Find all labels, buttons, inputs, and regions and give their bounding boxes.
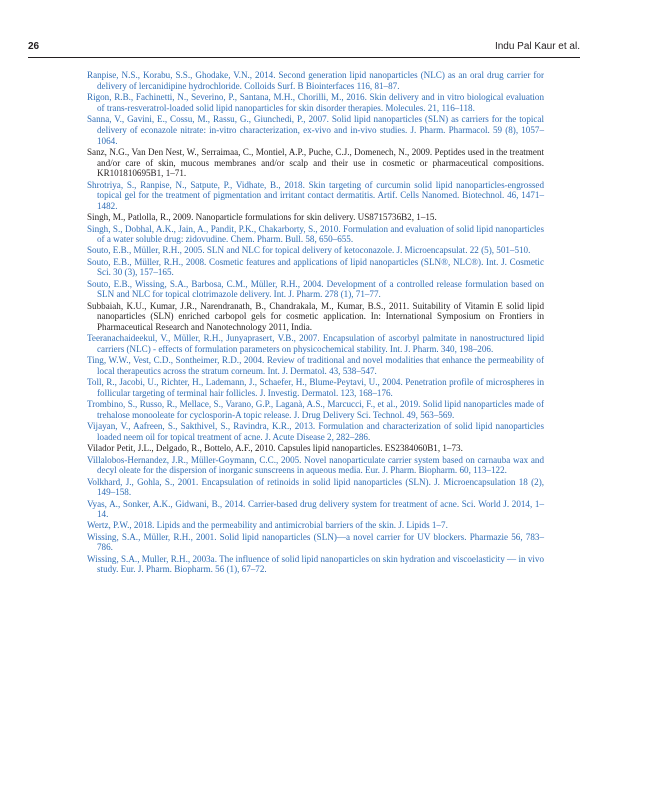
page-number: 26 [28, 41, 40, 52]
reference-item: Shrotriya, S., Ranpise, N., Satpute, P., Vidhate, B., 2018. Skin targeting of curcumin solid lipid nanoparticles-engrossed topical gel for the treatment of pigmentation and irritant contact dermatitis. Artif. Cells Nanomed. Biotechnol. 46, 1471–1482. [87, 179, 544, 212]
reference-item: Villalobos-Hernandez, J.R., Müller-Goymann, C.C., 2005. Novel nanoparticulate carrier system based on carnauba wax and decyl oleate for the dispersion of inorganic sunscreens in aqueous media. Eur. J. Pharm. Biopharm. 60, 113–122. [87, 454, 544, 476]
reference-item: Wissing, S.A., Müller, R.H., 2001. Solid lipid nanoparticles (SLN)—a novel carrier for UV blockers. Pharmazie 56, 783–786. [87, 531, 544, 553]
reference-item: Vilador Petit, J.L., Delgado, R., Bottelo, A.F., 2010. Capsules lipid nanoparticles. ES2384060B1, 1–73. [87, 443, 463, 454]
reference-item: Vyas, A., Sonker, A.K., Gidwani, B., 2014. Carrier-based drug delivery system for treatment of acne. Sci. World J. 2014, 1–14. [87, 498, 544, 520]
reference-item: Souto, E.B., Müller, R.H., 2005. SLN and NLC for topical delivery of ketoconazole. J. Microencapsulat. 22 (5), 501–510. [87, 245, 531, 256]
header-rule [28, 57, 580, 58]
reference-item: Rigon, R.B., Fachinetti, N., Severino, P., Santana, M.H., Chorilli, M., 2016. Skin delivery and in vitro biological evaluation of trans-resveratrol-loaded solid lipid nanoparticles for skin disorder therapies. Molecules. 21, 116–118. [87, 91, 544, 113]
reference-item: Singh, M., Patlolla, R., 2009. Nanoparticle formulations for skin delivery. US8715736B2, 1–15. [87, 212, 437, 223]
reference-item: Wissing, S.A., Muller, R.H., 2003a. The influence of solid lipid nanoparticles on skin hydration and viscoelasticity — in vivo study. Eur. J. Pharm. Biopharm. 56 (1), 67–72. [87, 553, 544, 575]
reference-item: Volkhard, J., Gohla, S., 2001. Encapsulation of retinoids in solid lipid nanoparticles (SLN). J. Microencapsulation 18 (2), 149–158. [87, 476, 544, 498]
reference-item: Souto, E.B., Wissing, S.A., Barbosa, C.M., Müller, R.H., 2004. Development of a controlled release formulation based on SLN and NLC for topical clotrimazole delivery. Int. J. Pharm. 278 (1), 71–77. [87, 278, 544, 300]
reference-list [87, 70, 544, 576]
running-head: Indu Pal Kaur et al. [494, 41, 580, 52]
reference-item: Sanna, V., Gavini, E., Cossu, M., Rassu, G., Giunchedi, P., 2007. Solid lipid nanoparticles (SLN) as carriers for the topical delivery of econazole nitrate: in-vitro characterization, ex-vivo and in-vivo studies. J. Pharm. Pharmacol. 59 (8), 1057–1064. [87, 113, 544, 146]
page-header [28, 41, 580, 55]
reference-item: Singh, S., Dobhal, A.K., Jain, A., Pandit, P.K., Chakarborty, S., 2010. Formulation and evaluation of solid lipid nanoparticles of a water soluble drug: zidovudine. Chem. Pharm. Bull. 58, 650–655. [87, 223, 544, 245]
reference-item: Sanz, N.G., Van Den Nest, W., Serraimaa, C., Montiel, A.P., Puche, C.J., Domenech, N., 2009. Peptides used in the treatment and/or care of skin, mucous membranes and/or scalp and their use in cosmetic or pharmaceutical compositions. KR101810695B1, 1–71. [87, 146, 544, 179]
reference-item: Teeranachaideekul, V., Müller, R.H., Junyaprasert, V.B., 2007. Encapsulation of ascorbyl palmitate in nanostructured lipid carriers (NLC) - effects of formulation parameters on physicochemical stability. Int. J. Pharm. 340, 198–206. [87, 333, 544, 355]
reference-item: Souto, E.B., Müller, R.H., 2008. Cosmetic features and applications of lipid nanoparticles (SLN®, NLC®). Int. J. Cosmetic Sci. 30 (3), 157–165. [87, 256, 544, 278]
reference-item: Trombino, S., Russo, R., Mellace, S., Varano, G.P., Laganà, A.S., Marcucci, F., et al., 2019. Solid lipid nanoparticles made of trehalose monooleate for cyclosporin-A topic release. J. Drug Delivery Sci. Technol. 49, 563–569. [87, 399, 544, 421]
reference-item: Subbaiah, K.U., Kumar, J.R., Narendranath, B., Chandrakala, M., Kumar, B.S., 2011. Suitability of Vitamin E solid lipid nanoparticles (SLN) enriched carbopol gels for cosmetic application. In: International Symposium on Frontiers in Pharmaceutical Research and Nanotechnology 2011, India. [87, 300, 544, 333]
reference-item: Ranpise, N.S., Korabu, S.S., Ghodake, V.N., 2014. Second generation lipid nanoparticles (NLC) as an oral drug carrier for delivery of lercanidipine hydrochloride. Colloids Surf. B Biointerfaces 116, 81–87. [87, 70, 544, 91]
reference-item: Wertz, P.W., 2018. Lipids and the permeability and antimicrobial barriers of the skin. J. Lipids 1–7. [87, 520, 448, 531]
reference-item: Vijayan, V., Aafreen, S., Sakthivel, S., Ravindra, K.R., 2013. Formulation and characterization of solid lipid nanoparticles loaded neem oil for topical treatment of acne. J. Acute Disease 2, 282–286. [87, 421, 544, 443]
reference-item: Ting, W.W., Vest, C.D., Sontheimer, R.D., 2004. Review of traditional and novel modalities that enhance the permeability of local therapeutics across the stratum corneum. Int. J. Dermatol. 43, 538–547. [87, 355, 544, 377]
reference-item: Toll, R., Jacobi, U., Richter, H., Lademann, J., Schaefer, H., Blume-Peytavi, U., 2004. Penetration profile of microspheres in follicular targeting of terminal hair follicles. J. Investig. Dermatol. 123, 168–176. [87, 377, 544, 399]
